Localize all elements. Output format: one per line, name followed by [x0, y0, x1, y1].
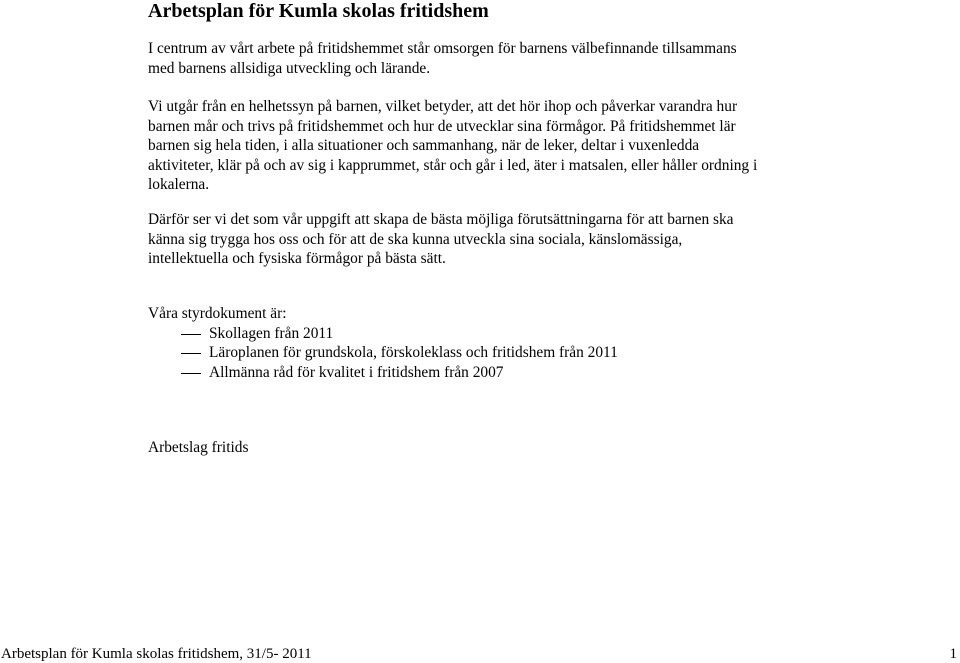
page-footer — [0, 645, 960, 663]
dash-bullet-icon — [181, 353, 201, 354]
signature: Arbetslag fritids — [148, 439, 249, 456]
list-item — [148, 343, 618, 362]
paragraph-holistic-view: Vi utgår från en helhetssyn på barnen, vilket betyder, att det hör ihop och påverkar varandra hur barnen mår och trivs på fritidshemmet och hur de utvecklar sina förmågor. På fritidshemmet lär barnen sig hela tiden, i alla situationer och sammanhang, när de leker, deltar i vuxenledda aktiviteter, klär på och av sig i kapprummet, står och går i led, äter i matsalen, eller håller ordning i lokalerna. — [148, 98, 758, 194]
dash-bullet-icon — [181, 373, 201, 374]
footer-text: Arbetsplan för Kumla skolas fritidshem, 31/5- 2011 — [1, 646, 312, 662]
paragraph-intro: I centrum av vårt arbete på fritidshemmet står omsorgen för barnens välbefinnande tillsammans med barnens allsidiga utveckling och lärande. — [148, 40, 737, 77]
document-title: Arbetsplan för Kumla skolas fritidshem — [148, 0, 489, 22]
list-item — [148, 363, 618, 382]
list-item-label: Läroplanen för grundskola, förskoleklass och fritidshem från 2011 — [209, 344, 618, 362]
page-number: 1 — [949, 646, 957, 662]
list-item — [148, 324, 618, 343]
list-item-label: Allmänna råd för kvalitet i fritidshem från 2007 — [209, 363, 504, 381]
steering-docs-heading: Våra styrdokument är: — [148, 305, 287, 322]
steering-docs-list — [148, 324, 618, 382]
paragraph-our-task: Därför ser vi det som vår uppgift att skapa de bästa möjliga förutsättningarna för att barnen ska känna sig trygga hos oss och för att de ska kunna utveckla sina sociala, känslomässiga, intellektuella och fysiska förmågor på bästa sätt. — [148, 211, 734, 268]
list-item-label: Skollagen från 2011 — [209, 325, 334, 342]
dash-bullet-icon — [181, 334, 201, 335]
